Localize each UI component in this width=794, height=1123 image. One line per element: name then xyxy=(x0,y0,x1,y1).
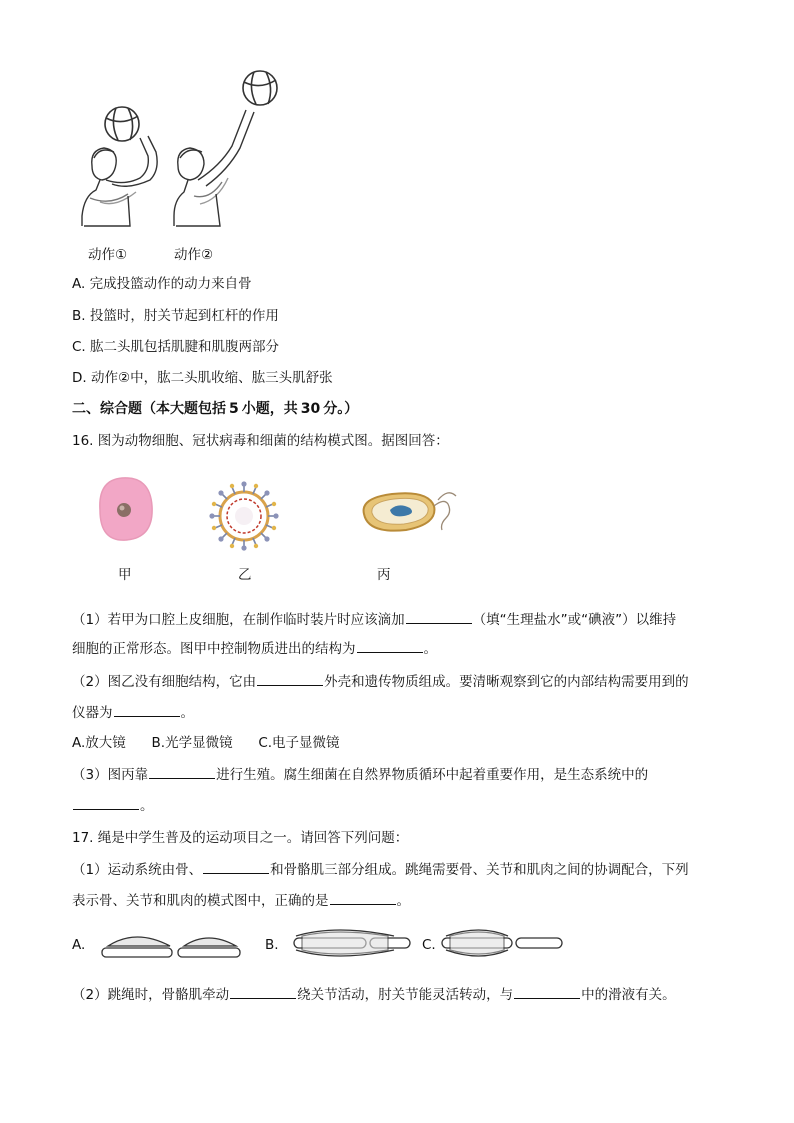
basketball-figure xyxy=(70,66,290,236)
caption-action-1: 动作① xyxy=(88,247,128,263)
q17-part2: （2）跳绳时，骨骼肌牵动 绕关节活动，肘关节能灵活转动，与 中的滑液有关。 xyxy=(72,984,676,1005)
coronavirus-diagram xyxy=(209,481,278,550)
label-yi: 乙 xyxy=(238,567,252,583)
q17-options-figure xyxy=(96,922,566,968)
q16-part1-line2: 细胞的正常形态。图甲中控制物质进出的结构为 。 xyxy=(72,638,437,659)
q15-option-d: D. 动作②中，肱二头肌收缩、肱三头肌舒张 xyxy=(72,370,333,386)
q16-part3-line1: （3）图丙靠 进行生殖。腐生细菌在自然界物质循环中起着重要作用，是生态系统中的 xyxy=(72,764,648,785)
basketball-2 xyxy=(243,71,277,105)
answer-blank[interactable] xyxy=(257,671,323,686)
player-2 xyxy=(174,110,254,226)
answer-blank[interactable] xyxy=(330,890,396,905)
q17-option-a-label: A. xyxy=(72,937,86,953)
q15-option-b: B. 投篮时，肘关节起到杠杆的作用 xyxy=(72,308,279,324)
q17-option-b-label: B. xyxy=(265,937,279,953)
q17-part1-line1: （1）运动系统由骨、 和骨骼肌三部分组成。跳绳需要骨、关节和肌肉之间的协调配合，下列 xyxy=(72,859,689,880)
bacterium-diagram xyxy=(364,493,456,531)
option-b-diagram xyxy=(294,930,410,956)
answer-blank[interactable] xyxy=(114,702,180,717)
answer-blank[interactable] xyxy=(514,984,580,999)
q15-option-c: C. 肱二头肌包括肌腱和肌腹两部分 xyxy=(72,339,280,355)
answer-blank[interactable] xyxy=(357,638,423,653)
answer-blank[interactable] xyxy=(203,859,269,874)
answer-blank[interactable] xyxy=(149,764,215,779)
q16-figure xyxy=(92,470,472,560)
q16-part2-line2: 仪器为 。 xyxy=(72,702,194,723)
section-heading: 二、综合题（本大题包括 5 小题，共 30 分。） xyxy=(72,401,359,417)
answer-blank[interactable] xyxy=(73,795,139,810)
q17-part1-line2: 表示骨、关节和肌肉的模式图中，正确的是 。 xyxy=(72,890,410,911)
player-1 xyxy=(82,136,157,226)
q15-option-a: A. 完成投篮动作的动力来自骨 xyxy=(72,276,252,292)
label-bing: 丙 xyxy=(377,567,391,583)
animal-cell-diagram xyxy=(100,478,152,540)
basketball-1 xyxy=(105,107,139,141)
label-jia: 甲 xyxy=(118,567,132,583)
answer-blank[interactable] xyxy=(406,609,472,624)
option-c-diagram xyxy=(442,930,562,956)
q17-stem: 17. 绳是中学生普及的运动项目之一。请回答下列问题： xyxy=(72,830,409,846)
q16-stem: 16. 图为动物细胞、冠状病毒和细菌的结构模式图。据图回答： xyxy=(72,433,449,449)
q16-part2-line1: （2）图乙没有细胞结构，它由 外壳和遗传物质组成。要清晰观察到它的内部结构需要用到的 xyxy=(72,671,689,692)
caption-action-2: 动作② xyxy=(174,247,214,263)
q17-option-c-label: C. xyxy=(422,937,436,953)
q16-part1-line1: （1）若甲为口腔上皮细胞，在制作临时装片时应该滴加 （填“生理盐水”或“碘液”）以维持 xyxy=(72,609,676,630)
q16-options: A.放大镜 B.光学显微镜 C.电子显微镜 xyxy=(72,735,340,751)
q16-part3-line2: 。 xyxy=(72,795,154,816)
option-a-diagram xyxy=(102,937,240,957)
answer-blank[interactable] xyxy=(230,984,296,999)
